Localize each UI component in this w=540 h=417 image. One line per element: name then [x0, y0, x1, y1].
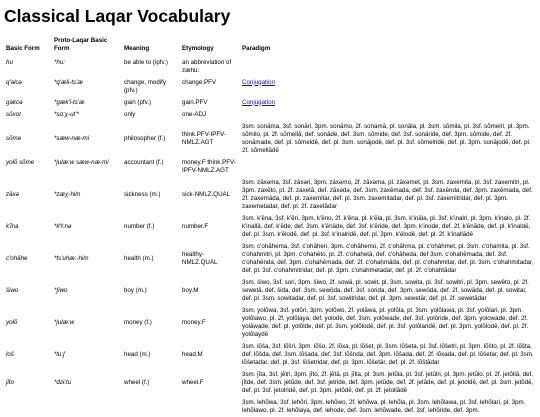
cell-meaning: be able to (ipfv.) — [124, 58, 168, 66]
paradigm-text: 3sm. k'ēna, 3sf. k'ēri, 3pm. k'ēno, 2f. k'ēna, pl. k'ēla, pl. 3sm. k'ināla, pl. 3sf. k'inalri, pl. 3pm. k'inalo, pl. 2f. k'inallā, def. k'ēde, def. 3sm. k'ēnāde, def. 3sf. k'ēride, def. 3pm. k'inode, def. 2f. k'ēnāde, def. pl. k'inaldē, def. pl. 3sm. k'ēlodē, def. pl. 3sf. k'inalridē, def. pl. 3pm. k'ēlodē, def. pl. 2f. k'inallādē — [242, 214, 531, 238]
page-title: Classical Laqar Vocabulary — [4, 6, 231, 26]
table-row — [4, 97, 536, 109]
cell-basic-form: zāxə — [6, 190, 20, 198]
table-row — [4, 177, 536, 213]
table-row — [4, 241, 536, 277]
header-paradigm: Paradigm — [242, 44, 271, 52]
table-row — [4, 57, 536, 77]
cell-proto-form: *ʃiwo — [54, 286, 68, 294]
cell-meaning — [122, 397, 180, 417]
cell-meaning: health (m.) — [124, 254, 154, 262]
cell-etymology: gain.PFV — [182, 98, 208, 106]
cell-etymology — [180, 397, 240, 417]
cell-etymology: money.F — [182, 318, 206, 326]
cell-basic-form: sŏme — [6, 134, 22, 142]
cell-paradigm — [240, 397, 536, 417]
cell-etymology: money.F think.PFV-IPFV-NMLZ.AGT — [182, 158, 236, 174]
table-row — [4, 157, 536, 177]
header-meaning: Meaning — [124, 44, 150, 52]
cell-etymology: an abbreviation of zæhu: — [182, 58, 232, 74]
vocabulary-table — [4, 35, 536, 417]
cell-proto-form: *sæw-næ-mi — [54, 134, 90, 142]
cell-paradigm — [240, 109, 536, 121]
cell-paradigm — [240, 341, 536, 369]
cell-basic-form: q'alcə — [6, 78, 22, 86]
cell-basic-form: jĭto — [6, 378, 14, 386]
cell-paradigm — [240, 241, 536, 277]
table-row — [4, 277, 536, 305]
cell-proto-form: *gæk'i-ts'æ — [54, 98, 85, 106]
header-basic-form: Basic Form — [6, 44, 40, 52]
cell-proto-form — [52, 397, 122, 417]
cell-paradigm — [240, 121, 536, 157]
cell-basic-form: c'ohāhe — [6, 254, 28, 262]
cell-meaning: boy (m.) — [124, 286, 147, 294]
cell-basic-form: k'ĭna — [6, 222, 19, 230]
cell-proto-form: *dzɨ:tu — [54, 378, 72, 386]
cell-meaning: gain (pfv.) — [124, 98, 152, 106]
cell-proto-form: *hu: — [54, 58, 66, 66]
cell-paradigm — [240, 305, 536, 341]
paradigm-text: 3sm. lŏša, 3sf. lŏšri, 3pm. lŏšo, 2f. lŏxa, pl. lŏšet, pl. 3sm. lŏšeta, pl. 3sf. lŏšetri, pl. 3pm. lŏšto, pl. 2f. lŏšta, def. lŏšda, def. 3sm. lŏšada, def. 3sf. lŏšnda, def. 3pm. lŏšada, def. 2f. lŏxada, def. pl. lŏšetar, def. pl. 3sm. lŏšetadar, def. pl. 3sf. lŏšetridar, def. pl. 3pm. lŏšetār, def. pl. 2f. lŏštādar — [242, 342, 534, 366]
cell-etymology: one-ADJ — [182, 110, 207, 118]
paradigm-text: 3sm. jĭta, 3sf. jĕtri, 3pm. jĭto, 2f. jĕtā, pl. jĭtla, pl. 3sm. jetŭla, pl. 3sf. jetŭlri, pl. 3pm. jetŭlo, pl. 2f. jetŏllā, def. jĭtde, def. 3sm. jetŭde, def. 3sf. jetride, def. 3pm. jetŭde, def. 2f. jetāde, def. pl. jetoldē, def. pl. 3sm. jetŏdē, def. pl. 3sf. jetolridē, def. pl. 3pm. jetŏdē, def. pl. 2f. jetollādē — [242, 370, 534, 394]
table-row — [4, 77, 536, 97]
cell-etymology: number.F — [182, 222, 209, 230]
header-proto-form: Proto-Laqar Basic Form — [54, 36, 108, 52]
cell-meaning: head (m.) — [124, 350, 151, 358]
cell-basic-form — [4, 397, 52, 417]
cell-basic-form: loš — [6, 350, 14, 358]
table-header-row — [4, 35, 536, 57]
cell-proto-form: *julæ:w sæw-næ-mi — [54, 158, 109, 166]
table-row — [4, 213, 536, 241]
cell-paradigm — [240, 97, 536, 109]
paradigm-text: 3sm. c'ohāhema, 3sf. c'ohāheri, 3pm. c'ohāhemo, 2f. c'ohāhma, pl. c'ohāhmet, pl. 3sm. c'ohamita, pl. 3sf. c'ohahmitri, pl. 3pm. c'ohahēto, pl. 2f. c'ohahetā, def. c'ohāheda, def 3sm. c'ohahēmada, def. 3sf. c'ohahēnda, def. 3pm. c'ohahēmada, def. 2f. c'ohahmāda, def. pl. c'ohahmitar, def. pl. 3sm. c'ohahmitadar, def. pl. 3sf. c'ohahmitridar, def. pl. 3pm. c'ohahmetadar, def. pl. 2f. c'ohahtādar — [242, 242, 534, 274]
table-row — [4, 397, 536, 417]
table-row — [4, 305, 536, 341]
cell-etymology: boy.M — [182, 286, 199, 294]
cell-proto-form: *zæχ-him — [54, 190, 81, 198]
cell-basic-form: šiwo — [6, 286, 19, 294]
table-row — [4, 369, 536, 397]
cell-proto-form: *kʰi:nə — [54, 222, 72, 230]
table-row — [4, 121, 536, 157]
cell-basic-form: yolŏ — [6, 318, 18, 326]
paradigm-text: 3sm. sonāma, 3sf. sonāri, 3pm. sonāmo, 2f. sonamā, pl. sonāla, pl. 3sm. sŏmila, pl. 3sf. sŏmelri, pl. 3pm. sŏmilo, pl. 2f. sŏmellā, def. sonāde, def. 3sm. sŏmide, def. 3sf. sonāride, def. 3pm. sŏmide, def. 2f. sonāmade, def. pl. sŏmeldē, def. pl. 3sm. sonājodē, def. pl. 3sf. sŏmelridē, def. pl. 3pm. sonājodē, def. pl. 2f. sŏmellādē — [242, 122, 531, 154]
cell-proto-form: *julæ:w — [54, 318, 75, 326]
cell-etymology: change.PFV — [182, 78, 217, 86]
header-etymology: Etymology — [182, 44, 214, 52]
cell-paradigm — [240, 177, 536, 213]
cell-meaning: sickness (m.) — [124, 190, 161, 198]
cell-meaning: philosopher (f.) — [124, 134, 166, 142]
cell-basic-form: hu — [6, 58, 13, 66]
cell-proto-form: *lu:ʃ — [54, 350, 65, 358]
cell-etymology: think.PFV-IPFV-NMLZ.AGT — [182, 130, 227, 146]
cell-paradigm — [240, 77, 536, 97]
cell-meaning: accountant (f.) — [124, 158, 164, 166]
cell-basic-form: yolŏ sŏme — [6, 158, 35, 166]
cell-meaning: change, modify (pfv.) — [124, 78, 166, 94]
paradigm-text: 3sm. zāxəma, 3sf. zāxəri, 3pm. zāxəmo, 2f. zāxəma, pl. zāxəmet, pl. 3sm. zaxemita, pl. 3sf. zaxemitri, pl. 3pm. zaxēto, pl. 2f. zaxetā, def. zāxədə, def. 3sm. zaxēmada, def. 3sf. zaxēnda, def. 3pm. zaxēmada, def. 2f. zaxemāda, def. pl. zaxemitar, def. pl. 3sm. zaxemitadar, def. pl. 3sf. zaxemitridar, def. pl. 3pm. zaxemetadar, def. pl. 2f. zaxetādar — [242, 178, 533, 210]
cell-paradigm — [240, 277, 536, 305]
cell-meaning: only — [124, 110, 136, 118]
conjugation-link[interactable]: Conjugation — [242, 98, 276, 106]
cell-proto-form: *q'æli-ts'æ — [54, 78, 83, 86]
cell-basic-form: sŏxot — [6, 110, 21, 118]
cell-paradigm — [240, 369, 536, 397]
cell-paradigm — [240, 57, 536, 77]
paradigm-text: 3sm. šiwo, 3sf. sori, 3pm. šiwo, 2f. sowā, pl. sowit, pl. 3sm. sowita, pl. 3sf. sowitri, pl. 3pm. sewēto, pl. 2f. sewetā, def. šida, def. 3sm. sewōda, def. 3sf. sorida, def. 3pm. sewōda, def. 2f. sowāda, def. pl. sowitar, def. pl. 3sm. sowitadar, def. pl. 3sf. sowitridar, def. pl. 3pm. sewetār, def. pl. 2f. sewetādar — [242, 278, 529, 302]
paradigm-text: 3sm. yolŏwa, 3sf. yolŏri, 3pm. yolŏwo, 2f. yolāwa, pl. yolŏla, pl. 3sm. yolŏlawa, pl. 3sf. yolŏlari, pl. 3pm. yolŏlawo, pl. 2f. yolŏlaya, def. yolode, def. 3sm. yolŏwade, def. 3sf. yolŏride, def. 3pm. yolowade, def. 2f. yolāwade, def. pl. yolŏlde, def. pl. 3sm. yolŏlodē, def. pl. 3sf. yolŏlaridē, def. pl. 3pm. yolŏlodē, def. pl. 2f. yolŏlaydē — [242, 306, 529, 338]
table-row — [4, 109, 536, 121]
cell-meaning: wheel (f.) — [124, 378, 150, 386]
cell-etymology: wheel.F — [182, 378, 204, 386]
table-row — [4, 341, 536, 369]
cell-paradigm — [240, 157, 536, 177]
cell-proto-form: *sɑ:χ-ut'* — [54, 110, 79, 118]
cell-meaning: number (f.) — [124, 222, 155, 230]
cell-etymology: sick-NMLZ.QUAL — [182, 190, 231, 198]
cell-paradigm — [240, 213, 536, 241]
cell-etymology: head.M — [182, 350, 203, 358]
paradigm-text: 3sm. lehŏwa, 3sf. lehŏri, 3pm. lehŏwo, 2f. lehŏwa, pl. lehŏla, pl. 3sm. lehŏlawa, pl. 3sf. lehŏlari, pl. 3pm. lehŏlawo, pl. 2f. lehŏlaya, def. lehode, def. 3sm. lehŏwade, def. 3sf. lehŏride, def. 3pm. — [242, 398, 526, 414]
cell-basic-form: gakcə — [6, 98, 23, 106]
conjugation-link[interactable]: Conjugation — [242, 78, 276, 86]
cell-proto-form: *ts'uhæ:-him — [54, 254, 89, 262]
cell-etymology: healthy-NMLZ.QUAL — [182, 250, 218, 266]
cell-meaning: money (f.) — [124, 318, 152, 326]
